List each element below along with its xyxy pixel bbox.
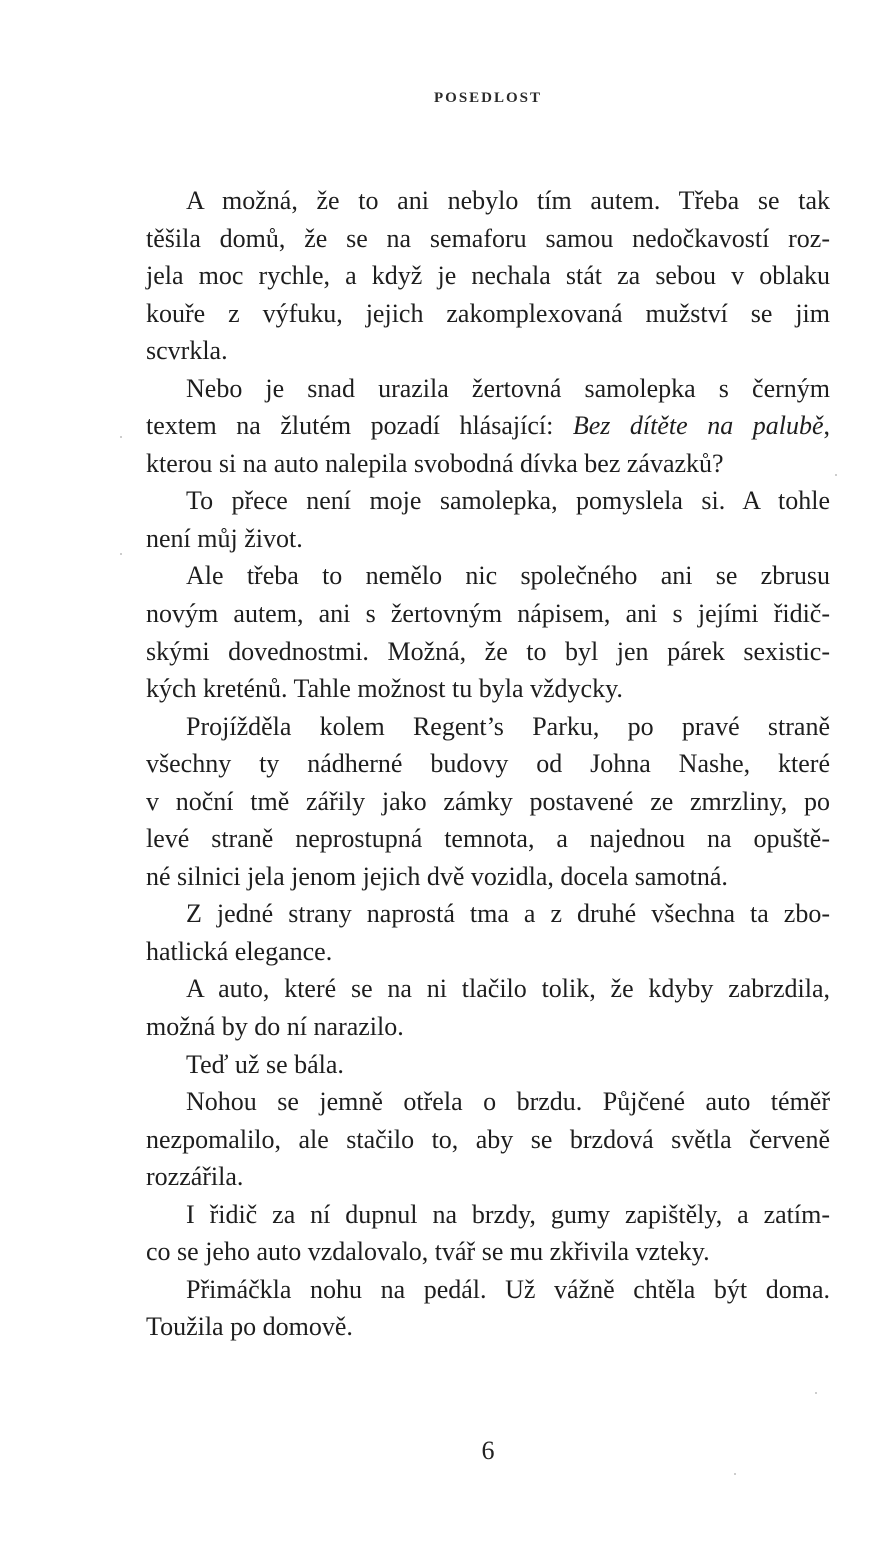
paragraph [146,557,830,707]
text-line: všechny ty nádherné budovy od Johna Nashe, které [146,749,830,779]
paragraph [146,370,830,483]
paper-speck [734,1473,736,1475]
text-line: možná by do ní narazilo. [146,1012,404,1042]
text-line: Z jedné strany naprostá tma a z druhé všechna ta zbo- [186,899,830,929]
text-line: kouře z výfuku, jejich zakomplexovaná mužství se jim [146,298,830,328]
text-line: Teď už se bála. [186,1049,344,1079]
text-line: Nohou se jemně otřela o brzdu. Půjčené auto téměř [186,1087,830,1117]
text-line: Ale třeba to nemělo nic společného ani se zbrusu [186,561,830,591]
paragraph [146,1046,830,1084]
text-line: A auto, které se na ni tlačilo tolik, že kdyby zabrzdila, [186,974,830,1004]
text-line: To přece není moje samolepka, pomyslela si. A tohle [186,486,830,516]
text-line: novým autem, ani s žertovným nápisem, ani s jejími řidič- [146,599,830,629]
text-line: není můj život. [146,523,303,553]
text-line: těšila domů, že se na semaforu samou nedočkavostí roz- [146,223,830,253]
text-line: scvrkla. [146,336,228,366]
text-line: kterou si na auto nalepila svobodná dívka bez závazků? [146,448,724,478]
paper-speck [120,553,122,555]
paragraph [146,1083,830,1196]
text-line: Nebo je snad urazila žertovná samolepka s černým [186,373,830,403]
text-line: né silnici jela jenom jejich dvě vozidla, docela samotná. [146,861,728,891]
text-line: hatlická elegance. [146,936,333,966]
text-line: Projížděla kolem Regent’s Parku, po pravé straně [186,711,830,741]
text-line: I řidič za ní dupnul na brzdy, gumy zapištěly, a zatím- [186,1199,830,1229]
paragraph [146,1271,830,1346]
page-number: 6 [481,1436,495,1465]
text-line: co se jeho auto vzdalovalo, tvář se mu zkřivila vzteky. [146,1237,710,1267]
paragraph [146,182,830,370]
text-line: Přimáčkla nohu na pedál. Už vážně chtěla být doma. [186,1274,830,1304]
text-line: Toužila po domově. [146,1312,353,1342]
paragraph [146,895,830,970]
text-line: rozzářila. [146,1162,244,1192]
text-line: A možná, že to ani nebylo tím autem. Třeba se tak [186,186,830,215]
text-line: levé straně neprostupná temnota, a najednou na opuště- [146,824,830,854]
paper-speck [815,1392,817,1394]
text-line: v noční tmě zářily jako zámky postavené ze zmrzliny, po [146,786,830,816]
paper-speck [835,474,837,476]
paragraph [146,708,830,896]
text-line: skými dovednostmi. Možná, že to byl jen párek sexistic- [146,636,830,666]
text-line: textem na žlutém pozadí hlásající: Bez dítěte na palubě, [146,411,831,441]
body-text [146,182,830,1346]
text-line: nezpomalilo, ale stačilo to, aby se brzdová světla červeně [146,1124,830,1154]
text-line: kých kreténů. Tahle možnost tu byla vždycky. [146,674,623,704]
paragraph [146,1196,830,1271]
running-head: POSEDLOST [433,90,543,106]
paper-speck [120,436,122,438]
paragraph [146,970,830,1045]
text-line: jela moc rychle, a když je nechala stát za sebou v oblaku [146,261,830,291]
paragraph [146,482,830,557]
